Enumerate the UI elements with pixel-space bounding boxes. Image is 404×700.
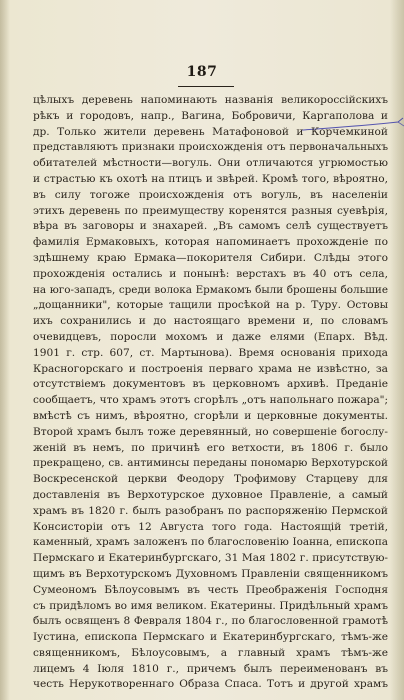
text-line: прохожденія остались и понынѣ: верстахъ въ 40 отъ села, bbox=[33, 267, 388, 280]
text-line: Второй храмъ былъ тоже деревянный, но совершеніе богослу- bbox=[33, 425, 388, 438]
text-line: отсутствіемъ документовъ въ церковномъ архивѣ. Преданіе bbox=[33, 378, 388, 391]
text-line: представляютъ признаки происхожденія отъ первоначальныхъ bbox=[33, 141, 388, 154]
text-line: лицемъ 4 Іюля 1810 г., причемъ былъ переименованъ въ bbox=[33, 662, 388, 675]
text-line: здѣшнему краю Ермака—покорителя Сибири. Слѣды этого bbox=[33, 251, 388, 264]
text-line: 1901 г. стр. 607, ст. Мартынова). Время основанія прихода bbox=[33, 346, 388, 359]
text-line: вѣра въ заговоры и знахарей. „Въ самомъ селѣ существуетъ bbox=[33, 220, 388, 233]
text-line: Воскресенской церкви Феодору Трофимову Старцеву для bbox=[33, 473, 388, 486]
text-line: фамилія Ермаковыхъ, которая напоминаетъ прохожденіе по bbox=[33, 236, 388, 249]
text-line: др. Только жители деревень Матафоновой и Корчемкиной bbox=[33, 125, 388, 138]
page-number: 187 bbox=[186, 64, 218, 80]
text-line: священникомъ, Бѣлоусовымъ, а главный храмъ тѣмъ-же bbox=[33, 646, 388, 659]
text-line: доставленія въ Верхотурское духовное Правленіе, а самый bbox=[33, 488, 388, 501]
text-line: Пермскаго и Екатеринбургскаго, 31 Мая 1802 г. присутствую- bbox=[33, 552, 388, 565]
body-text bbox=[33, 93, 388, 693]
text-line: обитателей мѣстности—вогуль. Они отличаются угрюмостью bbox=[33, 157, 388, 170]
text-line: этихъ деревень по преимуществу коренятся разныя суевѣрія, bbox=[33, 204, 388, 217]
binding-shadow bbox=[0, 0, 10, 700]
text-line: ихъ сохранились и до настоящаго времени и, по словамъ bbox=[33, 315, 388, 328]
text-line: и страстью къ охотѣ на птицъ и звѣрей. Кромѣ того, вѣроятно, bbox=[33, 172, 388, 185]
text-line: щимъ въ Верхотурскомъ Духовномъ Правленіи священникомъ bbox=[33, 567, 388, 580]
text-line: Красногорскаго и построенія перваго храма не извѣстно, за bbox=[33, 362, 388, 375]
text-line: съ придѣломъ во имя великом. Екатерины. Придѣльный храмъ bbox=[33, 599, 388, 612]
text-line: Консисторіи отъ 12 Августа того года. Настоящій третій, bbox=[33, 520, 388, 533]
text-line: вмѣстѣ съ нимъ, вѣроятно, сгорѣли и церковные документы. bbox=[33, 409, 388, 422]
text-line: женій въ немъ, по причинѣ его ветхости, въ 1806 г. было bbox=[33, 441, 388, 454]
text-line: въ силу тогоже происхожденія отъ вогуль, въ населеніи bbox=[33, 188, 388, 201]
text-line: рѣкъ и городовъ, напр., Вагина, Бобровичи, Каргаполова и bbox=[33, 109, 388, 122]
text-line: очевидцевъ, поросли мохомъ и даже елями (Епарх. Вѣд. bbox=[33, 330, 388, 343]
text-line: на юго-западъ, среди волока Ермакомъ были брошены большие bbox=[33, 283, 388, 296]
text-line: храмъ въ 1820 г. былъ разобранъ по распоряженію Пермской bbox=[33, 504, 388, 517]
text-line: Сумеономъ Бѣлоусовымъ въ честь Преображенія Господня bbox=[33, 583, 388, 596]
page-number-underline bbox=[178, 86, 234, 87]
text-line: честь Нерукотвореннаго Образа Спаса. Тотъ и другой храмъ bbox=[33, 678, 388, 691]
text-line: „дощанники", которые тащили просѣкой на р. Туру. Остовы bbox=[33, 299, 388, 312]
text-line: сообщаетъ, что храмъ этотъ сгорѣлъ „отъ напольнаго пожара"; bbox=[33, 394, 388, 407]
text-line: каменный, храмъ заложенъ по благословенію Іоанна, епископа bbox=[33, 536, 388, 549]
page-edge-shadow bbox=[390, 0, 404, 700]
text-line: Іустина, епископа Пермскаго и Екатеринбургскаго, тѣмъ-же bbox=[33, 631, 388, 644]
text-line: былъ освященъ 8 Февраля 1804 г., по благословенной грамотѣ bbox=[33, 615, 388, 628]
text-line: прекращено, св. антиминсы переданы пономарю Верхотурской bbox=[33, 457, 388, 470]
text-line: цѣлыхъ деревень напоминають названія великороссійскихъ bbox=[33, 94, 388, 106]
